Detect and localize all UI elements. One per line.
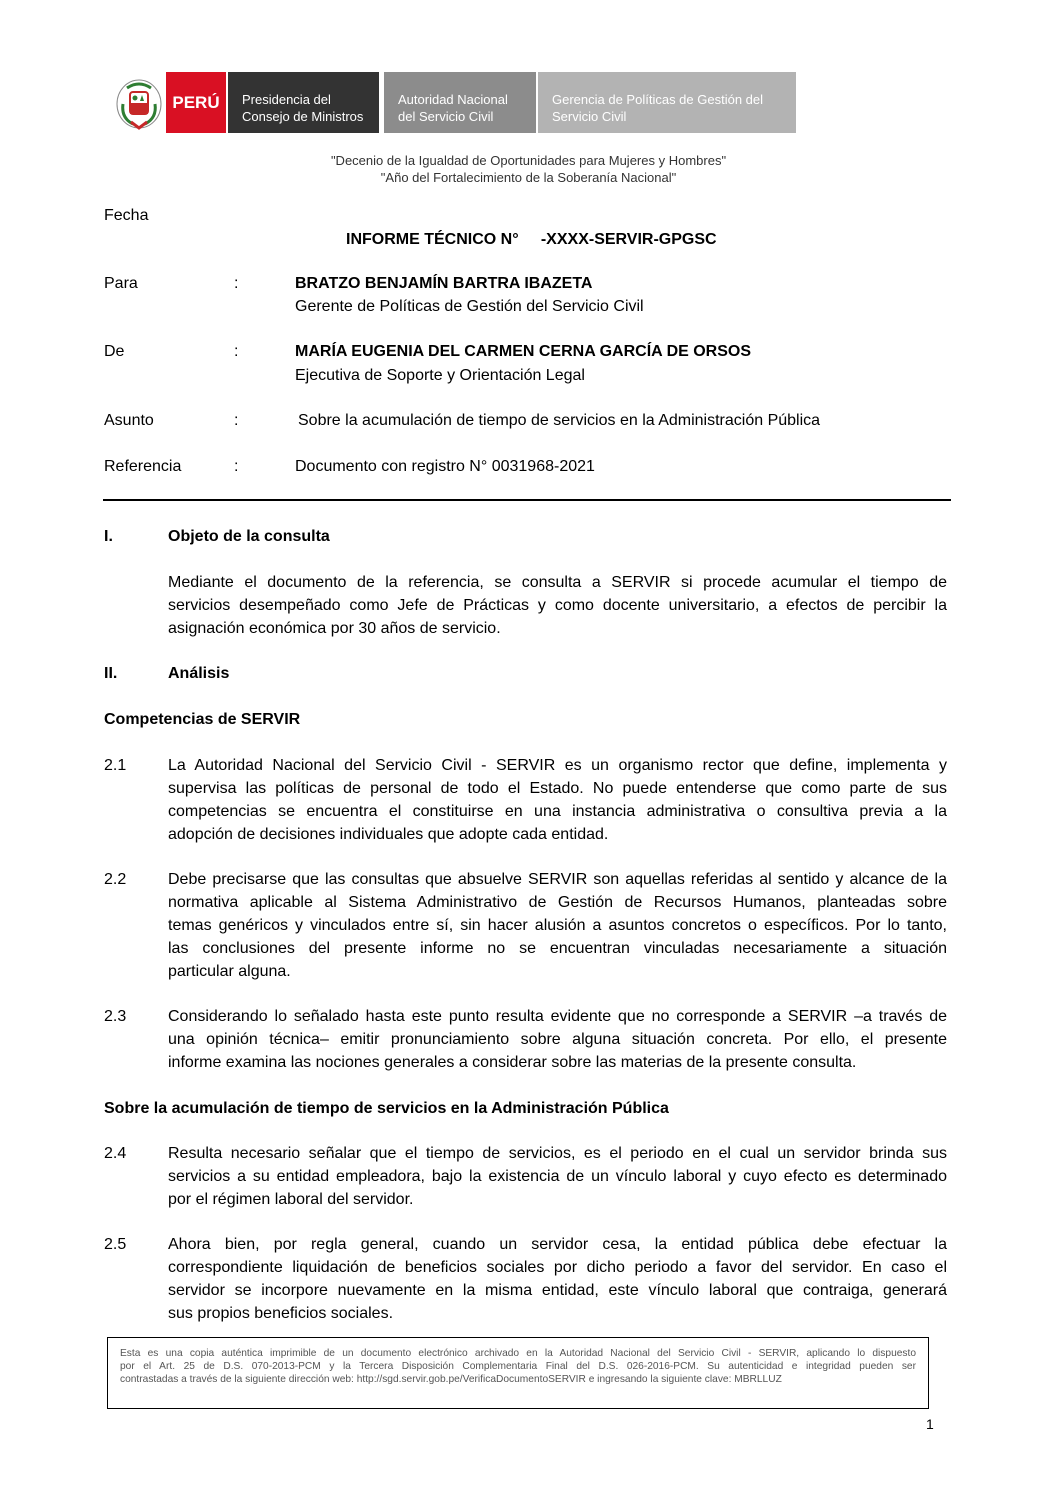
paragraph-line: supervisa las políticas de personal de todo el Estado. No puede entenderse que como parte de sus (168, 780, 947, 797)
paragraph-line: Mediante el documento de la referencia, se consulta a SERVIR si procede acumular el tiempo de (168, 574, 947, 591)
header-box-servir-line1: Autoridad Nacional (398, 92, 508, 107)
paragraph-line: adopción de decisiones individuales que adopte cada entidad. (168, 826, 609, 843)
header-box-servir-line2: del Servicio Civil (398, 109, 494, 124)
section1-paragraph (168, 571, 947, 640)
footer-line: por el Art. 25 de D.S. 070-2013-PCM y la Tercera Disposición Complementaria Final del D.S. 026-2016-PCM. Su autenticidad e integridad pueden ser (120, 1361, 916, 1372)
p24-paragraph (168, 1142, 947, 1211)
de-colon: : (234, 343, 239, 360)
paragraph-line: Debe precisarse que las consultas que absuelve SERVIR son aquellas referidas al sentido y alcance de la (168, 871, 947, 888)
subheading-acumulacion: Sobre la acumulación de tiempo de servicios en la Administración Pública (104, 1100, 669, 1117)
referencia-colon: : (234, 458, 239, 475)
de-name: MARÍA EUGENIA DEL CARMEN CERNA GARCÍA DE ORSOS (295, 343, 752, 360)
paragraph-line: La Autoridad Nacional del Servicio Civil - SERVIR es un organismo rector que define, implementa y (168, 757, 947, 774)
para-name: BRATZO BENJAMÍN BARTRA IBAZETA (295, 275, 593, 292)
paragraph-line: Considerando lo señalado hasta este punto resulta evidente que no corresponde a SERVIR –a través de (168, 1008, 947, 1025)
report-title: INFORME TÉCNICO N° -XXXX-SERVIR-GPGSC (346, 231, 717, 248)
authenticity-footer (107, 1337, 929, 1409)
paragraph-line: servicios a su entidad empleadora, bajo la existencia de un vínculo laboral y cuyo efecto es determinado (168, 1168, 947, 1185)
paragraph-line: Ahora bien, por regla general, cuando un servidor cesa, la entidad pública debe efectuar la (168, 1236, 947, 1253)
header-box-gerencia-line1: Gerencia de Políticas de Gestión del (552, 92, 764, 107)
decenio-line: "Decenio de la Igualdad de Oportunidades para Mujeres y Hombres" (330, 153, 727, 168)
header-box-pcm-line1: Presidencia del (242, 92, 331, 107)
page-number: 1 (926, 1416, 934, 1432)
paragraph-line: una opinión técnica– emitir pronunciamiento sobre alguna situación concreta. Por ello, el presente (168, 1031, 947, 1048)
para-colon: : (234, 275, 239, 292)
para-role: Gerente de Políticas de Gestión del Servicio Civil (295, 298, 644, 315)
section2-title: Análisis (168, 665, 230, 682)
header-box-gerencia-line2: Servicio Civil (552, 109, 627, 124)
p23-number: 2.3 (104, 1008, 127, 1025)
paragraph-line: Resulta necesario señalar que el tiempo de servicios, es el periodo en el cual un servidor brinda sus (168, 1145, 947, 1162)
p21-paragraph (168, 754, 947, 846)
subheading-competencias: Competencias de SERVIR (104, 711, 301, 728)
p21-number: 2.1 (104, 757, 127, 774)
p25-paragraph (168, 1233, 947, 1325)
p22-number: 2.2 (104, 871, 127, 888)
footer-line: contrastadas a través de la siguiente dirección web: http://sgd.servir.gob.pe/VerificaDocumentoSERVIR e ingresando la siguiente clave: MBRLLUZ (120, 1374, 782, 1385)
paragraph-line: competencias se encuentra el constituirse en una instancia administrativa o consultiva previa a la (168, 803, 947, 820)
header-box-pcm (228, 72, 379, 133)
paragraph-line: normativa aplicable al Sistema Administrativo de Gestión de Recursos Humanos, planteadas sobre (168, 894, 947, 911)
header-box-pcm-line2: Consejo de Ministros (242, 109, 364, 124)
paragraph-line: por el régimen laboral del servidor. (168, 1191, 414, 1208)
paragraph-line: particular alguna. (168, 963, 291, 980)
section1-title: Objeto de la consulta (168, 528, 330, 545)
peru-logo-text: PERÚ (172, 92, 220, 112)
referencia-label: Referencia (104, 458, 182, 475)
asunto-value: Sobre la acumulación de tiempo de servicios en la Administración Pública (298, 412, 821, 429)
peru-coat-of-arms-icon (113, 74, 165, 132)
de-label: De (104, 343, 125, 360)
header-box-servir (384, 72, 536, 133)
paragraph-line: sus propios beneficios sociales. (168, 1305, 394, 1322)
p22-paragraph (168, 868, 947, 983)
paragraph-line: correspondiente liquidación de beneficios sociales por dicho periodo a favor del servidor. En caso el (168, 1259, 947, 1276)
asunto-label: Asunto (104, 412, 154, 429)
fecha-label: Fecha (104, 207, 149, 224)
paragraph-line: informe examina las nociones generales a considerar sobre las materias de la presente consulta. (168, 1054, 857, 1071)
header-divider (103, 499, 951, 501)
paragraph-line: las conclusiones del presente informe no se encuentran vinculadas necesariamente a situación (168, 940, 947, 957)
header-box-gerencia (538, 72, 796, 133)
asunto-colon: : (234, 412, 239, 429)
p24-number: 2.4 (104, 1145, 127, 1162)
de-role: Ejecutiva de Soporte y Orientación Legal (295, 367, 585, 384)
paragraph-line: temas genéricos y vinculados entre sí, sin hacer alusión a asuntos concretos o específicos. Por lo tanto, (168, 917, 947, 934)
p23-paragraph (168, 1005, 947, 1074)
section1-number: I. (104, 528, 113, 545)
footer-line: Esta es una copia auténtica imprimible de un documento electrónico archivado en la Autoridad Nacional del Servicio Civil - SERVIR, aplicando lo dispuesto (120, 1348, 916, 1359)
paragraph-line: asignación económica por 30 años de servicio. (168, 620, 501, 637)
paragraph-line: servidor se incorpore nuevamente en la misma entidad, este vínculo laboral que contraiga, generará (168, 1282, 947, 1299)
peru-logo (166, 72, 226, 133)
p25-number: 2.5 (104, 1236, 127, 1253)
referencia-value: Documento con registro N° 0031968-2021 (295, 458, 595, 475)
section2-number: II. (104, 665, 118, 682)
paragraph-line: servicios desempeñado como Jefe de Prácticas y como docente universitario, a efectos de percibir la (168, 597, 947, 614)
anio-line: "Año del Fortalecimiento de la Soberanía Nacional" (380, 170, 677, 185)
para-label: Para (104, 275, 138, 292)
